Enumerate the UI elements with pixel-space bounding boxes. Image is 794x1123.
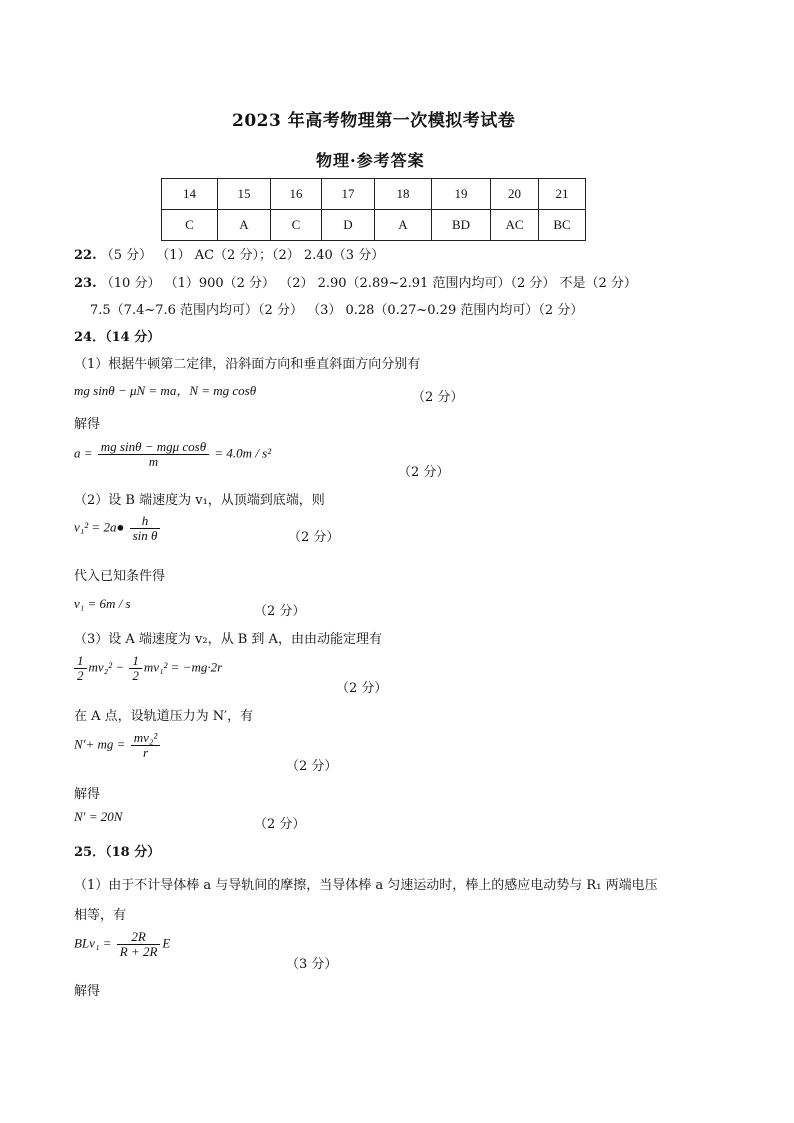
page-subtitle: 物理·参考答案 xyxy=(316,151,425,170)
answer-number-cell: 14 xyxy=(162,179,218,210)
question-25-label: 25．（18 分） xyxy=(74,845,161,860)
eq6-lhs: N′+ mg = xyxy=(74,736,126,752)
question-23 xyxy=(74,272,637,291)
q25-paragraph-1b: 相等，有 xyxy=(74,908,127,923)
eq3-lhs: v₁² = 2a● xyxy=(74,519,125,535)
question-23-label: 23. xyxy=(74,276,97,291)
q25-equation-1 xyxy=(74,930,170,959)
answer-number-cell: 19 xyxy=(432,179,491,210)
q24-equation-3 xyxy=(74,514,162,543)
eq5-b-denominator: 2 xyxy=(132,668,139,683)
eq3-denominator: sin θ xyxy=(132,528,158,543)
eq5-a-numerator: 1 xyxy=(74,654,87,669)
eq2-rhs: = 4.0m / s² xyxy=(214,445,272,461)
eq3-fraction xyxy=(130,514,161,543)
q24-equation-5 xyxy=(72,654,222,683)
q25-eq1-tail: E xyxy=(162,935,171,951)
q25-paragraph-1: （1）由于不计导体棒 a 与导轨间的摩擦，当导体棒 a 匀速运动时，棒上的感应电动势与 R₁ 两端电压 xyxy=(74,878,658,893)
q24-solve-1: 解得 xyxy=(74,417,101,432)
q25-eq1-numerator: 2R xyxy=(117,930,161,945)
answer-cell: C xyxy=(271,210,322,241)
answer-table-answers-row xyxy=(162,210,586,241)
q24-paragraph-2: （2）设 B 端速度为 v₁，从顶端到底端，则 xyxy=(74,493,325,508)
q25-solve: 解得 xyxy=(74,984,101,999)
q25-eq1-fraction xyxy=(117,930,161,959)
question-24-label: 24．（14 分） xyxy=(74,330,161,345)
question-23-line1: （10 分） （1）900（2 分） （2） 2.90（2.89~2.91 范围内均可）（2 分） 不是（2 分） xyxy=(100,276,637,291)
answer-number-cell: 16 xyxy=(271,179,322,210)
eq6-numerator: mv₂² xyxy=(131,731,161,746)
answer-number-cell: 17 xyxy=(322,179,375,210)
answer-table-numbers-row xyxy=(162,179,586,210)
q24-eq7-score: （2 分） xyxy=(254,817,306,832)
answer-number-cell: 18 xyxy=(375,179,432,210)
eq2-denominator: m xyxy=(148,454,159,469)
answer-table xyxy=(161,178,586,241)
q25-eq1-score: （3 分） xyxy=(286,957,338,972)
q25-eq1-denominator: R + 2R xyxy=(119,944,158,959)
question-22-text: （5 分） （1） AC（2 分）；（2） 2.40（3 分） xyxy=(100,248,385,263)
eq6-denominator: r xyxy=(142,745,149,760)
q24-eq1-score: （2 分） xyxy=(412,390,464,405)
q24-paragraph-3: （3）设 A 端速度为 v₂，从 B 到 A，由由动能定理有 xyxy=(74,632,382,647)
q24-solve-2: 解得 xyxy=(74,787,101,802)
q24-substitute: 代入已知条件得 xyxy=(74,569,166,584)
eq5-b-tail: mv₁² = −mg·2r xyxy=(143,659,223,675)
answer-cell: A xyxy=(375,210,432,241)
q24-eq2-score: （2 分） xyxy=(398,465,450,480)
answer-cell: BC xyxy=(539,210,586,241)
answer-cell: AC xyxy=(491,210,539,241)
q24-equation-2 xyxy=(74,440,271,469)
q24-equation-1: mg sinθ − μN = ma，N = mg cosθ xyxy=(74,383,257,398)
eq5-b-numerator: 1 xyxy=(129,654,142,669)
answer-cell: A xyxy=(218,210,271,241)
eq2-numerator: mg sinθ − mgμ cosθ xyxy=(98,440,209,455)
eq5-fraction-a xyxy=(74,654,87,683)
q24-equation-6 xyxy=(74,731,162,760)
q24-eq3-score: （2 分） xyxy=(288,530,340,545)
answer-cell: BD xyxy=(432,210,491,241)
eq5-a-tail: mv₂² − xyxy=(88,659,125,675)
q25-eq1-lhs: BLv₁ = xyxy=(74,935,112,951)
answer-cell: C xyxy=(162,210,218,241)
q24-paragraph-1: （1）根据牛顿第二定律，沿斜面方向和垂直斜面方向分别有 xyxy=(74,357,421,372)
answer-number-cell: 21 xyxy=(539,179,586,210)
question-22 xyxy=(74,244,384,263)
question-22-label: 22. xyxy=(74,248,97,263)
page-title: 2023 年高考物理第一次模拟考试卷 xyxy=(232,111,516,131)
answer-number-cell: 20 xyxy=(491,179,539,210)
q24-paragraph-4: 在 A 点，设轨道压力为 N′，有 xyxy=(74,709,254,724)
eq6-fraction xyxy=(131,731,161,760)
answer-number-cell: 15 xyxy=(218,179,271,210)
eq5-fraction-b xyxy=(129,654,142,683)
answer-cell: D xyxy=(322,210,375,241)
eq2-lhs: a = xyxy=(74,445,93,461)
eq5-a-denominator: 2 xyxy=(77,668,84,683)
eq2-fraction xyxy=(98,440,209,469)
q24-equation-7: N′ = 20N xyxy=(74,809,123,824)
q24-eq5-score: （2 分） xyxy=(336,681,388,696)
q24-eq6-score: （2 分） xyxy=(286,759,338,774)
eq3-numerator: h xyxy=(130,514,161,529)
q24-eq4-score: （2 分） xyxy=(254,604,306,619)
question-23-line2: 7.5（7.4~7.6 范围内均可）（2 分） （3） 0.28（0.27~0.29 范围内均可）（2 分） xyxy=(90,303,584,318)
q24-equation-4: v₁ = 6m / s xyxy=(74,596,131,611)
